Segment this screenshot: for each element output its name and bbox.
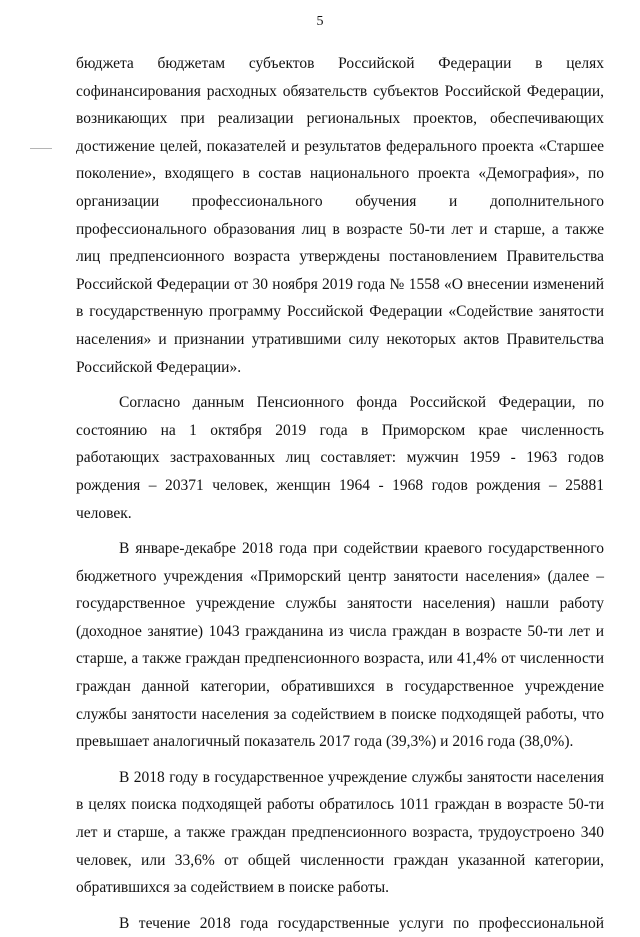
page-number: 5: [316, 14, 324, 29]
paragraph-training-services: В течение 2018 года государственные услуги по профессиональной: [119, 914, 604, 932]
paragraph-employment-2018: В январе-декабре 2018 года при содействии краевого государственного бюджетного учреждения «Приморский центр занятости населения» (далее – государственное учреждение службы занятости населения) нашли работу (доходное занятие) 1043 гражданина из числа граждан в возрасте 50-ти лет и старше, а также граждан предпенсионного возраста, или 41,4% от численности граждан данной категории, обратившихся в государственное учреждение службы занятости населения за содействием в поиске подходящей работы, что превышает аналогичный показатель 2017 года (39,3%) и 2016 года (38,0%).: [76, 540, 604, 751]
paragraph-pension-fund-data: Согласно данным Пенсионного фонда Российской Федерации, по состоянию на 1 октября 2019 года в Приморском крае численность работающих застрахованных лиц составляет: мужчин 1959 - 1963 годов рождения – 20371 человек, женщин 1964 - 1968 годов рождения – 25881 человек.: [76, 394, 604, 522]
paragraph-applications-2018: В 2018 году в государственное учреждение службы занятости населения в целях поиска подходящей работы обратилось 1011 граждан в возрасте 50-ти лет и старше, а также граждан предпенсионного возраста, трудоустроено 340 человек, или 33,6% от общей численности граждан указанной категории, обратившихся за содействием в поиске работы.: [76, 768, 604, 897]
paragraph-continuation: бюджета бюджетам субъектов Российской Федерации в целях софинансирования расходных обязательств субъектов Российской Федерации, возникающих при реализации региональных проектов, обеспечивающих достижение целей, показателей и результатов федерального проекта «Старшее поколение», входящего в состав национального проекта «Демография», по организации профессионального обучения и дополнительного профессионального образования лиц в возрасте 50-ти лет и старше, а также лиц предпенсионного возраста утверждены постановлением Правительства Российской Федерации от 30 ноября 2019 года № 1558 «О внесении изменений в государственную программу Российской Федерации «Содействие занятости населения» и признании утратившими силу некоторых актов Правительства Российской Федерации».: [76, 55, 604, 376]
document-body: [76, 50, 604, 937]
margin-mark: [30, 148, 52, 149]
